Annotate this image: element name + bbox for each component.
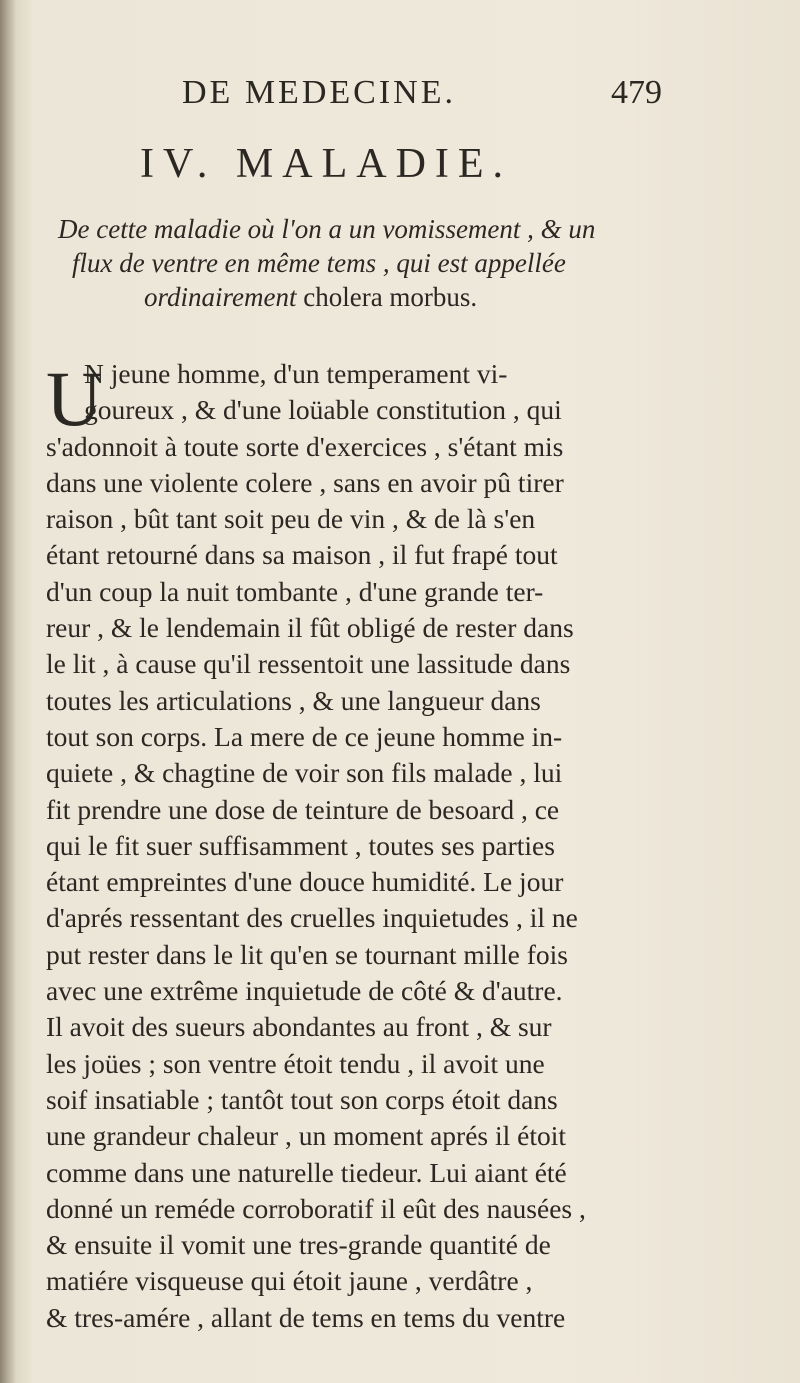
text-line: fit prendre une dose de teinture de besoard , ce <box>46 793 560 825</box>
text-line: avec une extrême inquietude de côté & d'autre. <box>46 975 563 1007</box>
text-line: quiete , & chagtine de voir son fils malade , lui <box>46 757 563 789</box>
text-line: le lit , à cause qu'il ressentoit une lassitude dans <box>46 648 571 680</box>
text-line: comme dans une naturelle tiedeur. Lui aiant été <box>46 1156 567 1188</box>
text-line: tout son corps. La mere de ce jeune homme in- <box>46 720 563 752</box>
text-line: s'adonnoit à toute sorte d'exercices , s'étant mis <box>46 430 564 462</box>
text-line: une grandeur chaleur , un moment aprés il étoit <box>46 1120 567 1152</box>
text-line: goureux , & d'une loüable constitution , qui <box>84 394 562 426</box>
text-line: N jeune homme, d'un temperament vi- <box>84 358 508 389</box>
summary-line: flux de ventre en même tems , qui est appellée <box>72 248 566 278</box>
text-line: étant retourné dans sa maison , il fut frapé tout <box>46 539 558 571</box>
text-line: donné un reméde corroboratif il eût des nausées , <box>46 1192 586 1224</box>
text-line: raison , bût tant soit peu de vin , & de là s'en <box>46 503 536 535</box>
text-line: toutes les articulations , & une langueur dans <box>46 684 541 716</box>
text-line: matiére visqueuse qui étoit jaune , verdâtre , <box>46 1265 533 1297</box>
text-line: qui le fit suer suffisamment , toutes ses parties <box>46 829 555 861</box>
drop-cap: U <box>46 355 103 442</box>
text-line: reur , & le lendemain il fût obligé de rester dans <box>46 612 574 644</box>
summary-line <box>58 280 678 314</box>
summary-line: De cette maladie où l'on a un vomissement , & un <box>58 214 596 244</box>
text-line: dans une violente colere , sans en avoir pû tirer <box>46 466 564 498</box>
text-line: étant empreintes d'une douce humidité. Le jour <box>46 866 564 898</box>
page-gutter <box>0 0 16 1383</box>
text-line: put rester dans le lit qu'en se tournant mille fois <box>46 938 568 970</box>
text-line: & tres-amére , allant de tems en tems du ventre <box>46 1301 566 1333</box>
page-header <box>182 68 662 118</box>
chapter-summary <box>58 212 678 314</box>
running-head: DE MEDECINE. <box>182 74 456 111</box>
text-line: soif insatiable ; tantôt tout son corps étoit dans <box>46 1083 558 1115</box>
body-text <box>46 356 666 1336</box>
text-line: d'aprés ressentant des cruelles inquietudes , il ne <box>46 902 578 934</box>
summary-disease-name: cholera morbus. <box>296 282 478 312</box>
text-line: Il avoit des sueurs abondantes au front , & sur <box>46 1011 552 1043</box>
text-line: & ensuite il vomit une tres-grande quantité de <box>46 1229 551 1261</box>
text-line: les joües ; son ventre étoit tendu , il avoit une <box>46 1047 545 1079</box>
summary-italic: ordinairement <box>144 282 297 312</box>
chapter-title: IV. MALADIE. <box>140 141 513 187</box>
text-line: d'un coup la nuit tombante , d'une grande ter- <box>46 575 544 607</box>
page-number: 479 <box>611 74 662 111</box>
